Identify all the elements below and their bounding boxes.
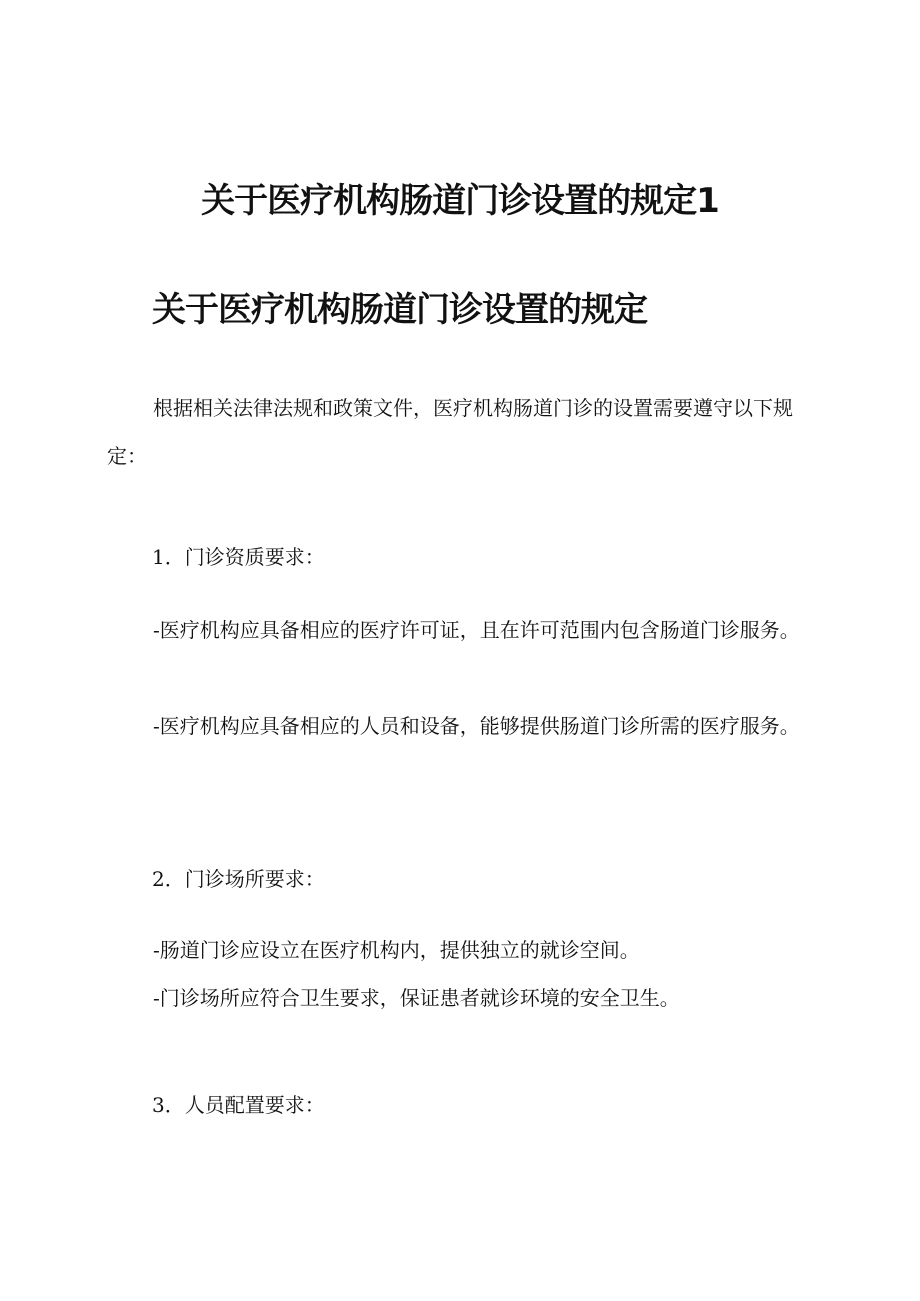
section-heading-venue: 2．门诊场所要求：: [152, 867, 325, 891]
section-heading-qualification: 1．门诊资质要求：: [152, 545, 325, 569]
list-item-venue-space: -肠道门诊应设立在医疗机构内，提供独立的就诊空间。: [153, 938, 640, 962]
list-item-qualification-license: -医疗机构应具备相应的医疗许可证，且在许可范围内包含肠道门诊服务。: [153, 618, 800, 642]
intro-paragraph: 根据相关法律法规和政策文件，医疗机构肠道门诊的设置需要遵守以下规定：: [107, 396, 793, 468]
list-item-qualification-staff: -医疗机构应具备相应的人员和设备，能够提供肠道门诊所需的医疗服务。: [153, 714, 800, 738]
document-heading: 关于医疗机构肠道门诊设置的规定: [152, 290, 647, 330]
section-heading-staffing: 3．人员配置要求：: [152, 1093, 325, 1117]
list-item-venue-hygiene: -门诊场所应符合卫生要求，保证患者就诊环境的安全卫生。: [153, 986, 680, 1010]
document-title: 关于医疗机构肠道门诊设置的规定1: [201, 181, 719, 221]
